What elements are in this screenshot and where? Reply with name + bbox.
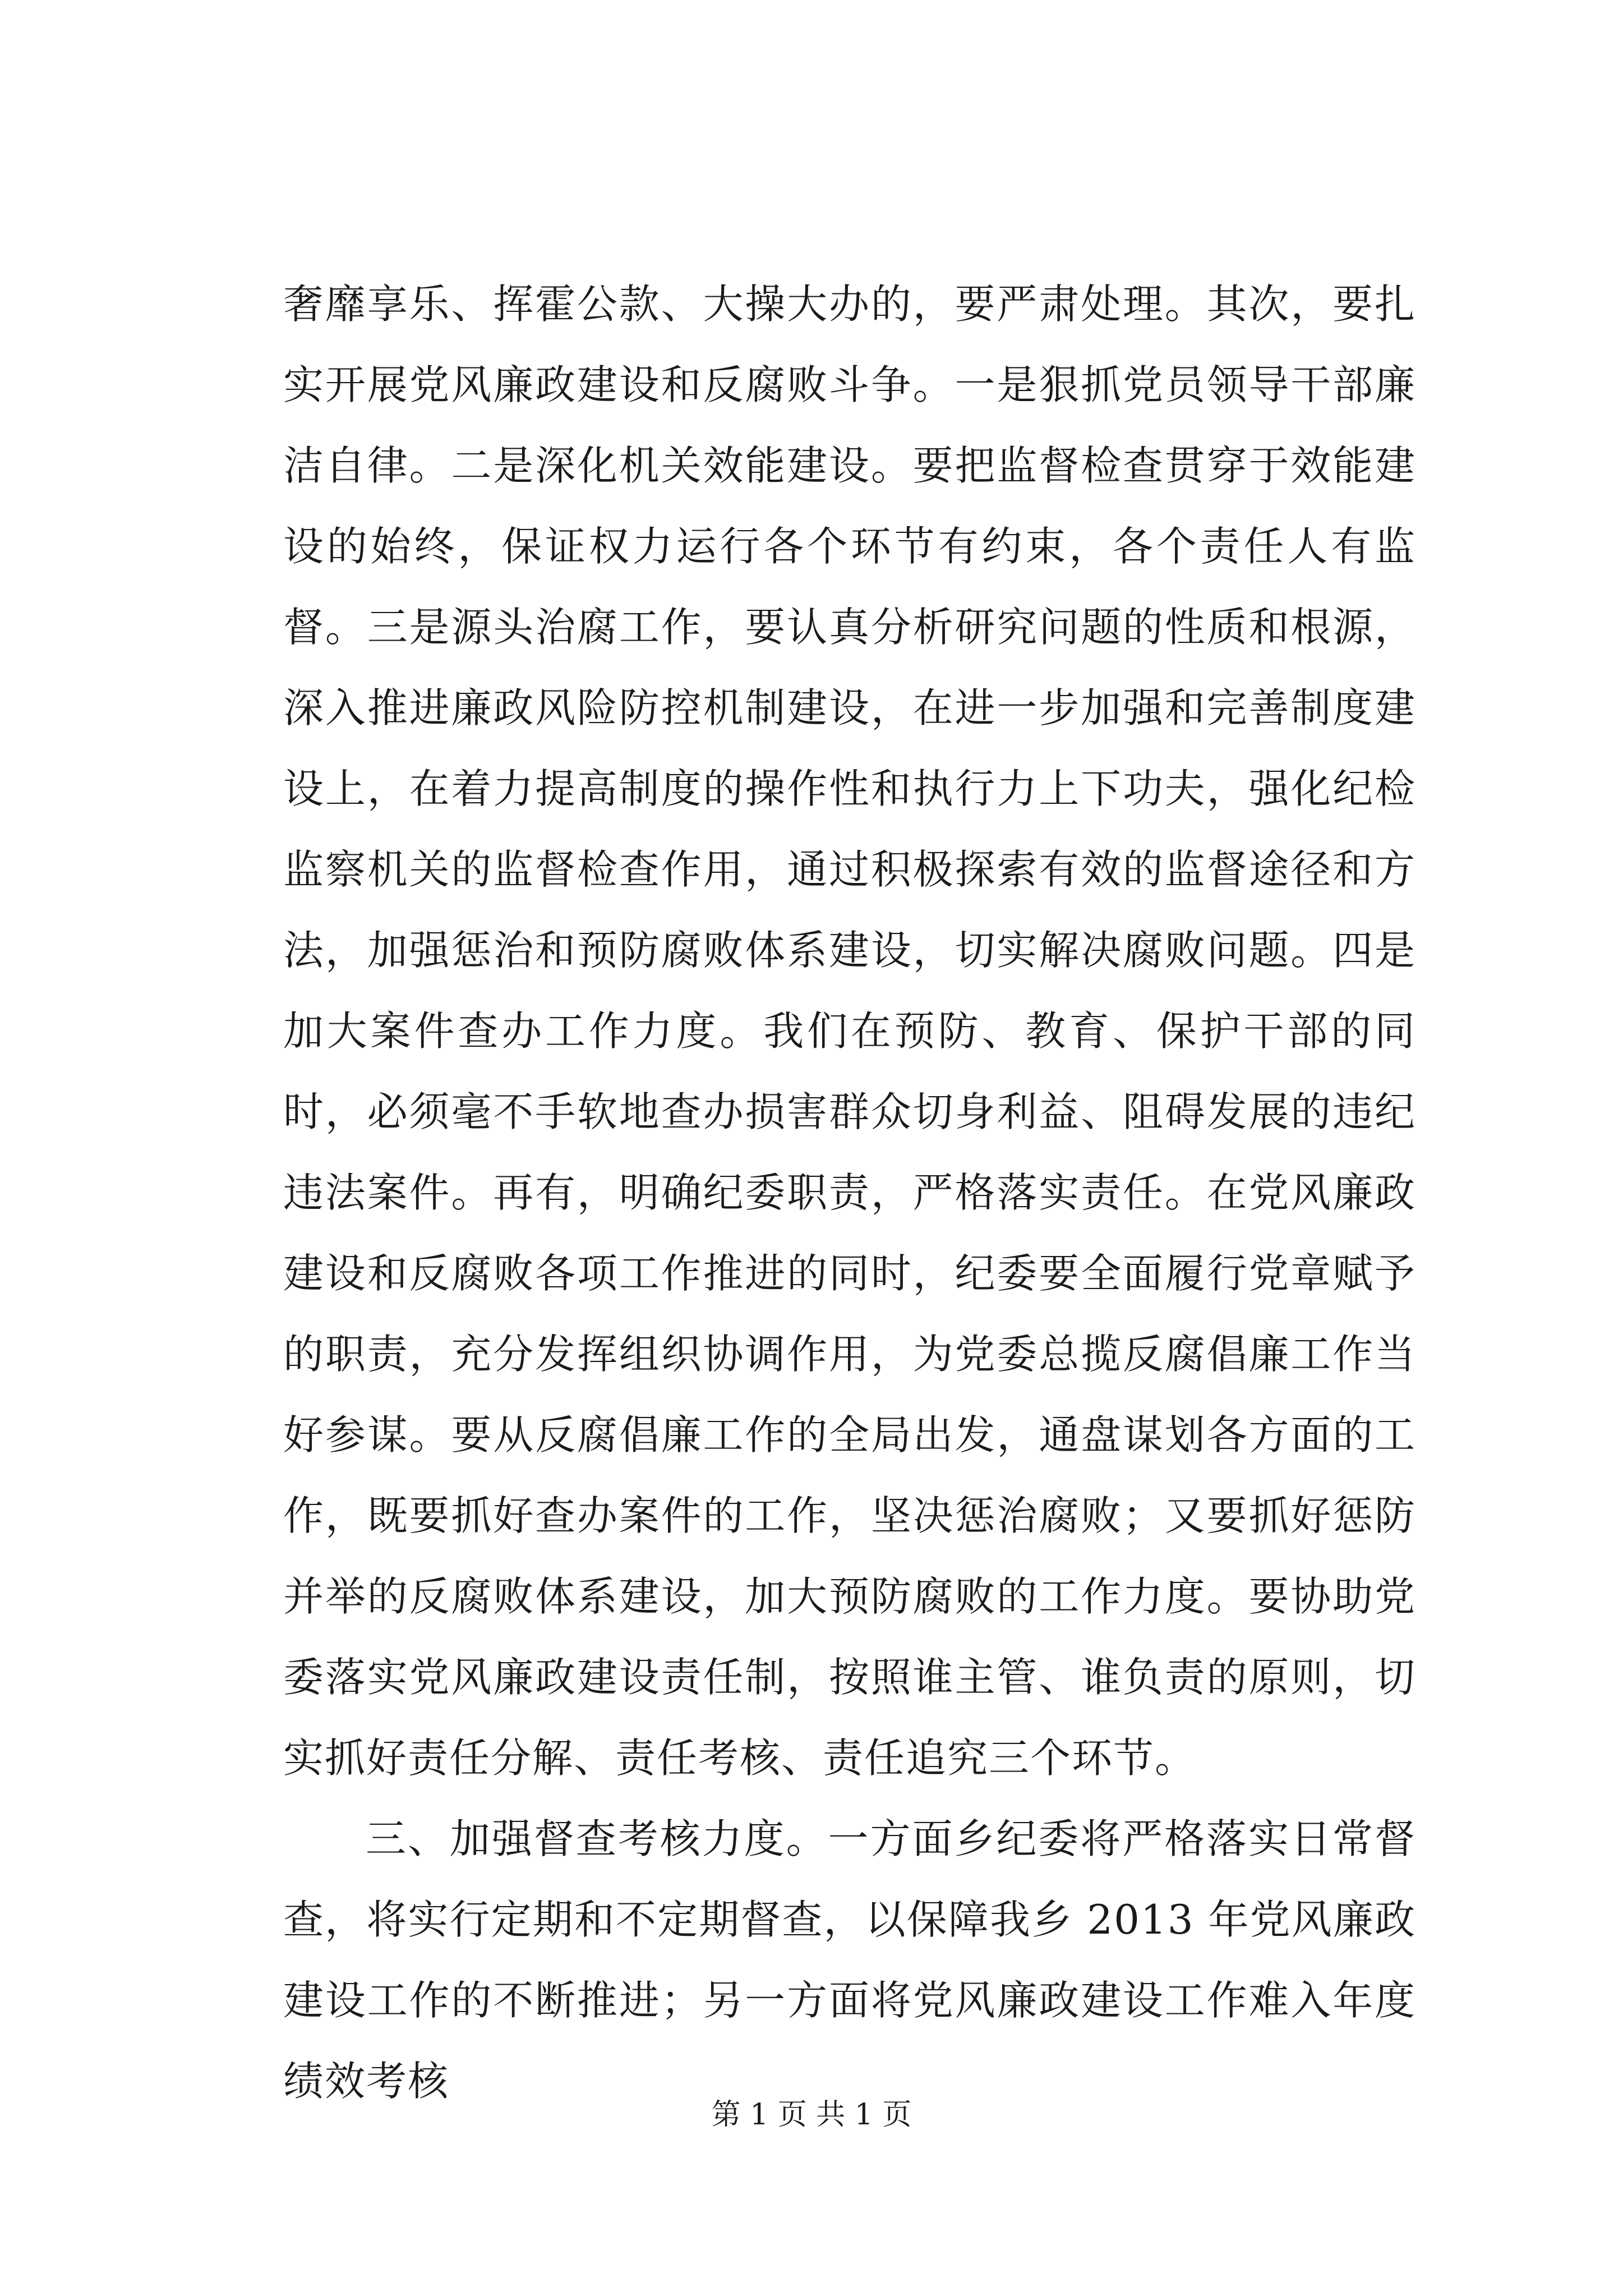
document-body [283,264,1416,2122]
page-footer: 第 1 页 共 1 页 [711,2098,912,2132]
paragraph-2: 三、加强督查考核力度。一方面乡纪委将严格落实日常督查，将实行定期和不定期督查，以保障我乡 2013 年党风廉政建设工作的不断推进；另一方面将党风廉政建设工作难入年度绩效考核 [283,1815,1416,2105]
paragraph-1: 奢靡享乐、挥霍公款、大操大办的，要严肃处理。其次，要扎实开展党风廉政建设和反腐败斗争。一是狠抓党员领导干部廉洁自律。二是深化机关效能建设。要把监督检查贯穿于效能建设的始终，保证权力运行各个环节有约束，各个责任人有监督。三是源头治腐工作，要认真分析研究问题的性质和根源，深入推进廉政风险防控机制建设，在进一步加强和完善制度建设上，在着力提高制度的操作性和执行力上下功夫，强化纪检监察机关的监督检查作用，通过积极探索有效的监督途径和方法，加强惩治和预防腐败体系建设，切实解决腐败问题。四是加大案件查办工作力度。我们在预防、教育、保护干部的同时，必须毫不手软地查办损害群众切身利益、阻碍发展的违纪违法案件。再有，明确纪委职责，严格落实责任。在党风廉政建设和反腐败各项工作推进的同时，纪委要全面履行党章赋予的职责，充分发挥组织协调作用，为党委总揽反腐倡廉工作当好参谋。要从反腐倡廉工作的全局出发，通盘谋划各方面的工作，既要抓好查办案件的工作，坚决惩治腐败；又要抓好惩防并举的反腐败体系建设，加大预防腐败的工作力度。要协助党委落实党风廉政建设责任制，按照谁主管、谁负责的原则，切实抓好责任分解、责任考核、责任追究三个环节。 [283,280,1416,1782]
